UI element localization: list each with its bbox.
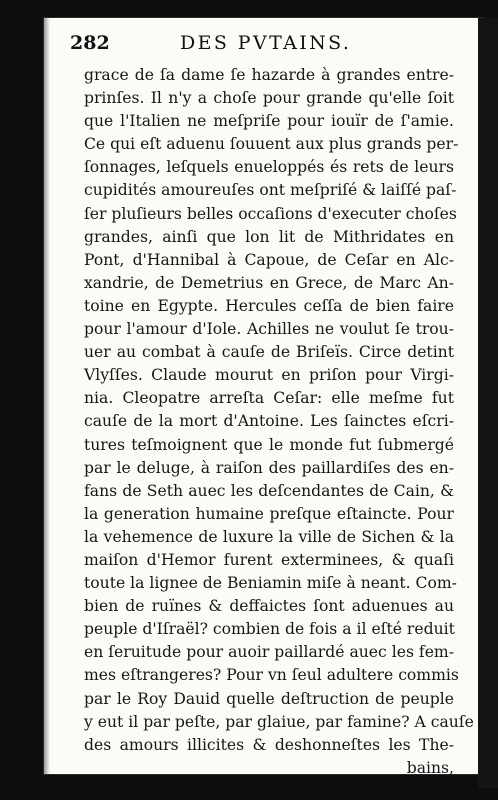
text-line: Ce qui eſt aduenu ſouuent aux plus grands per- [84, 135, 459, 154]
page-header [70, 32, 480, 60]
text-line: grace de ſa dame ſe hazarde à grandes entre- [84, 66, 454, 84]
text-line: fans de Seth auec les deſcendantes de Cain, & [84, 481, 454, 500]
text-line: cauſe de la mort d'Antoine. Les ſainctes eſcri- [84, 412, 454, 431]
text-line: la generation humaine preſque eſtaincte. Pour [84, 504, 454, 523]
text-line: peuple d'Iſraël? combien de fois a il eſté reduit [84, 620, 455, 639]
text-line: xandrie, de Demetrius en Grece, de Marc An- [84, 273, 454, 292]
text-line: y eut il par peſte, par glaiue, par famine? A cauſe [84, 712, 474, 731]
running-head: DES PVTAINS. [180, 32, 352, 54]
text-line: cupidités amoureuſes ont meſpriſé & laiſſé paſ- [84, 181, 457, 200]
text-line: maiſon d'Hemor furent exterminees, & quaſi [84, 550, 454, 569]
text-line: toute la lignee de Beniamin miſe à neant. Com- [84, 574, 457, 593]
text-line: des amours illicites & deshonneſtes les The- [84, 735, 454, 754]
text-line: toine en Egypte. Hercules ceſſa de bien faire [84, 296, 454, 315]
text-line: en ſeruitude pour auoir paillardé auec les fem- [84, 643, 454, 662]
book-page [44, 18, 484, 777]
gutter-shadow [44, 18, 50, 774]
page-number: 282 [70, 32, 110, 54]
text-line: pour l'amour d'Iole. Achilles ne voulut ſe trou- [84, 320, 454, 339]
text-line: la vehemence de luxure la ville de Sichen & la [84, 527, 454, 546]
text-line: par le Roy Dauid quelle deſtruction de peuple [84, 689, 454, 708]
catchword: bains, [406, 758, 454, 777]
text-line: ſer pluſieurs belles occaſions d'executer choſes [84, 204, 457, 223]
text-line: Pont, d'Hannibal à Capoue, de Ceſar en Alc- [84, 250, 454, 269]
text-line: bien de ruïnes & deffaictes ſont aduenues au [84, 597, 454, 616]
body-text [84, 64, 474, 780]
text-line: nia. Cleopatre arreſta Ceſar: elle meſme fut [84, 389, 454, 408]
text-line: mes eſtrangeres? Pour vn ſeul adultere commis [84, 666, 459, 685]
text-line: grandes, ainſi que lon lit de Mithridates en [84, 227, 454, 246]
text-line: uer au combat à cauſe de Briſeïs. Circe detint [84, 343, 454, 362]
text-line: que l'Italien ne meſpriſe pour iouïr de ſ'amie. [84, 112, 454, 131]
scan-right-edge [478, 18, 498, 788]
text-line: par le deluge, à raiſon des paillardiſes des en- [84, 458, 454, 477]
text-line: prinſes. Il n'y a choſe pour grande qu'elle ſoit [84, 89, 454, 108]
text-line: ſonnages, leſquels enueloppés és rets de leurs [84, 158, 454, 177]
text-line: tures teſmoignent que le monde fut ſubmergé [84, 435, 454, 454]
text-line: Vlyſſes. Claude mourut en priſon pour Virgi- [84, 366, 454, 385]
